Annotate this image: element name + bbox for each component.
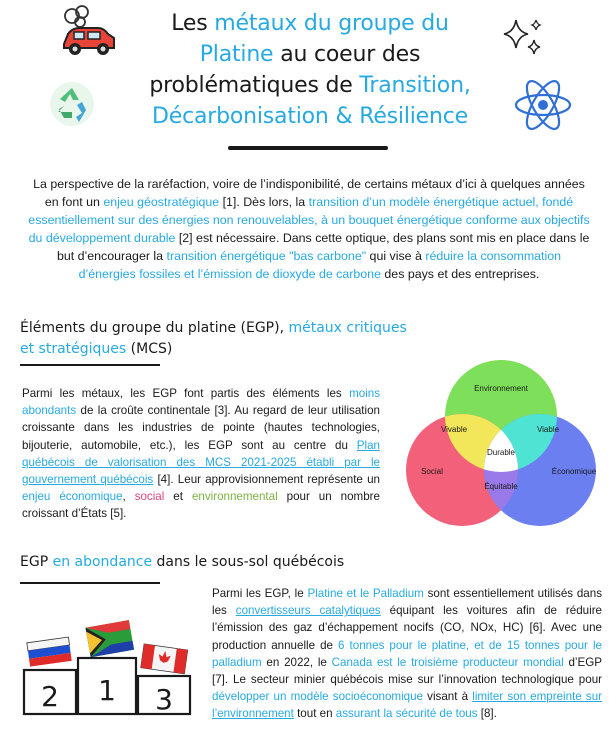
venn-label-equitable: Équitable (484, 482, 518, 491)
section-heading-abondance: EGP en abondance dans le sous-sol québécois (20, 554, 345, 570)
highlight-text: moins abondants (22, 387, 380, 418)
highlight-text: Canada est le troisième producteur mondial (331, 655, 564, 669)
highlight-text: Platine et le Palladium (307, 587, 424, 600)
plan-link[interactable]: Plan québécois de valorisation des MCS 2021-2025 établi par le gouvernement québécois (22, 438, 380, 487)
highlight-text: développer un modèle socioéconomique (212, 690, 424, 704)
flag-south-africa-icon (86, 620, 135, 657)
title-text: problématiques de (149, 73, 360, 98)
podium-illustration (18, 620, 198, 720)
title-highlight: Platine (199, 42, 274, 67)
title-highlight: Transition, (359, 73, 471, 98)
podium-second-label: 2 (41, 680, 59, 713)
convertisseurs-link[interactable]: convertisseurs catalytiques (235, 604, 381, 618)
venn-label-viable: Viable (536, 425, 560, 434)
title-underline (228, 146, 388, 150)
highlight-text: enjeu géostratégique (103, 195, 220, 209)
highlight-text: social (134, 490, 165, 504)
page-title (110, 8, 510, 132)
egp-paragraph: Parmi les métaux, les EGP font partis des éléments les moins abondants de la croûte continentale [3]. Au regard de leur utilisation croissante dans les industries de pointe (hautes technologies, bijouterie, automobile, etc.), les EGP sont au centre du Plan québécois de valorisation des MCS 2021-2025 établi par le gouvernement québécois [4]. Leur approvisionnement représente un enjeu économique, social et environnemental pour un nombre croissant d’États [5]. (22, 387, 380, 521)
flag-russia-icon (27, 637, 72, 667)
highlight-text: enjeu économique (22, 490, 123, 504)
section-underline (20, 582, 160, 584)
recycle-icon (48, 80, 96, 128)
intro-paragraph: La perspective de la raréfaction, voire de l’indisponibilité, de certains métaux d’ici à quelques années en font un enjeu géostratégique [1]. Dès lors, la transition d’un modèle énergétique actuel, fondé essentiellement sur des énergies non renouvelables, à un bouquet énergétique conforme aux objectifs du développement durable [2] est nécessaire. Dans cette optique, des plans sont mis en place dans le but d’encourager la transition énergétique "bas carbone" qui vise à réduire la consommation d’énergies fossiles et l’émission de dioxyde de carbone des pays et des entreprises. (28, 177, 590, 281)
title-text: Les (171, 11, 215, 36)
venn-label-social: Social (421, 467, 443, 476)
highlight-text: transition énergétique "bas carbone" (166, 249, 367, 263)
title-text: au coeur des (273, 42, 421, 67)
section-underline (20, 364, 160, 366)
highlight-text: environnemental (191, 490, 278, 504)
highlight-text: 6 tonnes pour le platine, et de 15 tonnes pour le palladium (212, 638, 602, 669)
title-highlight: métaux du groupe du (214, 11, 449, 36)
venn-label-durable: Durable (486, 448, 516, 457)
abondance-paragraph: Parmi les EGP, le Platine et le Palladium sont essentiellement utilisés dans les convertisseurs catalytiques équipant les voitures afin de réduire l’émission des gaz d’échappement nocifs (CO, NOx, HC) [6]. Avec une production annuelle de 6 tonnes pour le platine, et de 15 tonnes pour le palladium en 2022, le Canada est le troisième producteur mondial d’EGP [7]. Le secteur minier québécois mise sur l’innovation technologique pour développer un modèle socioéconomique visant à limiter son empreinte sur l’environnement tout en assurant la sécurité de tous [8]. (212, 587, 603, 721)
flag-canada-icon (141, 644, 188, 674)
highlight-text: transition d’un modèle énergétique actuel, fondé essentiellement sur des énergies non renouvelables, à un bouquet énergétique conforme aux objectifs du développement durable (28, 195, 590, 245)
section-heading-egp: Éléments du groupe du platine (EGP), métaux critiques et stratégiques (MCS) (20, 320, 407, 357)
atom-icon (512, 74, 574, 136)
sustainability-venn-diagram (396, 358, 606, 528)
highlight-text: assurant la sécurité de tous (335, 707, 478, 721)
venn-label-economic: Économique (551, 467, 597, 476)
highlight-text: réduire la consommation d’énergies fossiles et l’émission de dioxyde de carbone (78, 249, 562, 281)
venn-label-vivable: Vivable (440, 425, 468, 434)
empreinte-link[interactable]: limiter son empreinte sur l’environnement (212, 690, 603, 721)
podium-third-label: 3 (155, 683, 173, 716)
venn-label-environment: Environnement (474, 384, 528, 393)
podium-first-label: 1 (98, 674, 116, 707)
title-highlight: Décarbonisation & Résilience (152, 104, 468, 129)
